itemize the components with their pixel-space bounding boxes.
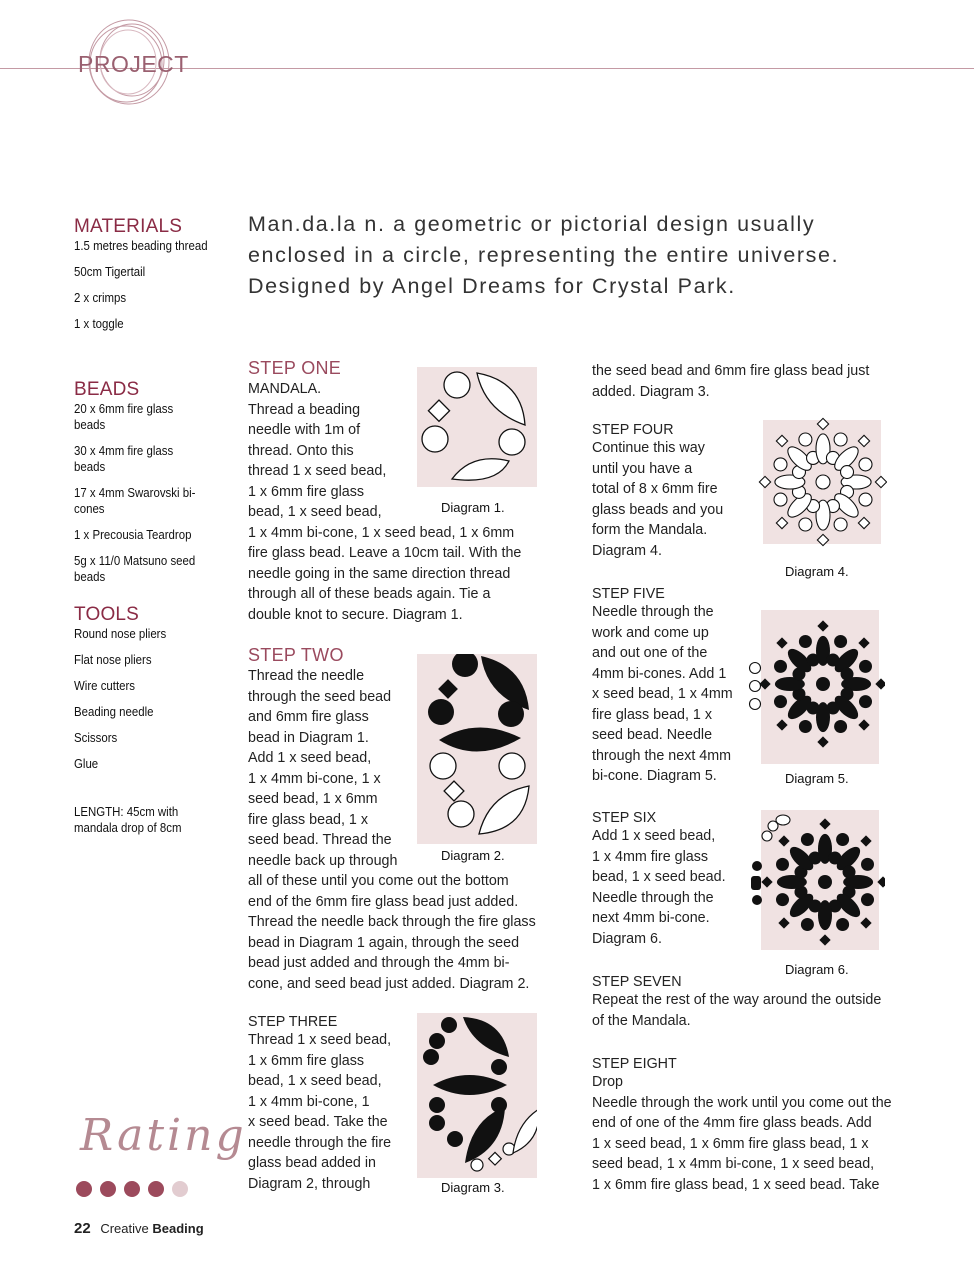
text-line: needle going in the same direction thread [248,565,511,582]
text-line: Needle through the work until you come out the [592,1094,892,1111]
text-line: bi-cone. Diagram 5. [592,768,717,784]
text-line: Needle through the [592,889,714,906]
magazine-prefix: Creative [100,1221,149,1236]
diagram-3-figure [417,1013,537,1178]
section-label: PROJECT [78,51,189,77]
rating-label: Rating [80,1110,247,1161]
text-line: Add 1 x seed bead, [248,750,372,766]
tools-list [74,626,234,772]
diagram-2-figure [417,654,537,844]
step-five-title: STEP FIVE [592,586,665,602]
fire-glass-bead [859,458,872,471]
fire-glass-bead [861,893,874,906]
step-three-continued [592,361,922,402]
step-four-text [592,438,762,561]
center-bead [818,875,832,889]
fire-glass-bead [776,858,789,871]
fire-glass-bead [834,720,847,733]
fire-glass-bead [836,918,849,931]
seed-bead [843,866,856,879]
diagram-1-caption: Diagram 1. [441,500,505,515]
list-item: 1.5 metres beading thread [74,238,208,253]
text-line: fire glass bead, 1 x [248,811,369,828]
diagram-4-caption: Diagram 4. [785,564,849,579]
step-six-text [592,826,762,949]
fire-glass-bead [776,893,789,906]
fire-glass-bead [836,833,849,846]
text-line: until you have a [592,460,693,477]
text-line: end of one of the 4mm fire glass beads. Add [592,1115,872,1131]
text-line: 1 x 6mm fire glass [248,1052,364,1069]
materials-heading: MATERIALS [74,216,183,237]
text-line: glass bead added in [248,1155,376,1171]
list-item: 20 x 6mm fire glass beads [74,401,174,432]
step-four-title: STEP FOUR [592,422,674,438]
text-line: end of the 6mm fire glass bead just added. [248,893,519,910]
page-number: 22 [74,1220,91,1237]
step-eight-subtitle: Drop [592,1074,623,1090]
list-item: 1 x Precousia Teardrop [74,527,192,542]
text-line: seed bead. Thread the [248,832,392,848]
text-line: through the seed bead [248,688,392,705]
list-item: Beading needle [74,704,154,719]
step-seven-text [592,990,922,1031]
text-line: of the Mandala. [592,1012,691,1029]
text-line: 4mm bi-cones. Add 1 [592,665,727,682]
list-item: 5g x 11/0 Matsuno seed beads [74,553,196,584]
text-line: through the next 4mm [592,747,732,764]
text-line: glass beads and you [592,501,724,518]
tools-section [74,604,234,782]
list-item: Flat nose pliers [74,652,152,667]
text-line: Repeat the rest of the way around the outside [592,992,882,1008]
text-line: next 4mm bi-cone. [592,910,710,926]
text-line: bead, 1 x seed bead, [248,504,382,520]
diagram-6-figure [745,806,885,956]
list-item: 50cm Tigertail [74,264,146,279]
step-five [592,586,762,787]
fire-glass-bead [799,433,812,446]
fire-glass-bead [801,918,814,931]
fire-glass-bead [834,518,847,531]
diagram-2-caption: Diagram 2. [441,848,505,863]
fire-glass-bead [774,695,787,708]
text-line: work and come up [592,624,709,641]
step-eight-title: STEP EIGHT [592,1056,677,1072]
step-seven [592,974,922,1031]
footer [74,1220,204,1237]
text-line: needle back up through [248,852,398,869]
text-line: bead, 1 x seed bead. [592,869,726,885]
fire-glass-bead [834,433,847,446]
diagram-6-caption: Diagram 6. [785,962,849,977]
text-line: bead in Diagram 1. [248,729,369,746]
rating-dots [74,1178,204,1200]
materials-list [74,238,244,332]
text-line: thread 1 x seed bead, [248,463,387,479]
fire-glass-bead [861,858,874,871]
diagram-5-caption: Diagram 5. [785,771,849,786]
list-item: 2 x crimps [74,290,127,305]
text-line: Add 1 x seed bead, [592,828,716,844]
fire-glass-bead [859,660,872,673]
intro-line: Designed by Angel Dreams for Crystal Park. [248,274,736,298]
length-line: LENGTH: 45cm with [74,804,179,819]
beads-heading: BEADS [74,379,140,400]
text-line: needle with 1m of [248,422,361,438]
text-line: seed bead. Needle [592,727,713,743]
beads-section [74,379,224,595]
diagram-1-figure [417,367,537,487]
text-line: total of 8 x 6mm fire [592,481,718,497]
text-line: 1 x 6mm fire glass [248,483,364,500]
list-item: 30 x 4mm fire glass beads [74,443,174,474]
text-line: double knot to secure. Diagram 1. [248,606,463,623]
intro-line: Man.da.la n. a geometric or pictorial design usually [248,212,816,236]
center-bead [816,677,830,691]
text-line: bead in Diagram 1 again, through the seed [248,934,520,951]
list-item: Round nose pliers [74,626,167,641]
text-line: Continue this way [592,440,705,456]
text-line: fire glass bead, 1 x [592,706,713,723]
step-four [592,422,762,561]
fire-glass-bead [799,518,812,531]
fire-glass-bead [859,493,872,506]
step-one-title: STEP ONE [248,358,342,378]
list-item: 17 x 4mm Swarovski bi-cones [74,485,196,516]
text-line: 1 x 4mm bi-cone, 1 [248,1093,370,1110]
step-eight [592,1056,922,1195]
text-line: 1 x 4mm fire glass [592,848,708,865]
text-line: and 6mm fire glass [248,709,369,725]
text-line: Thread the needle [248,668,365,684]
list-item: Wire cutters [74,678,136,693]
fire-glass-bead [834,635,847,648]
fire-glass-bead [799,635,812,648]
text-line: the seed bead and 6mm fire glass bead just [592,363,870,379]
text-line: through all of these beads again. Tie a [248,586,491,602]
fire-glass-bead [774,458,787,471]
text-line: Needle through the [592,604,714,620]
tools-heading: TOOLS [74,604,140,625]
center-bead [816,475,830,489]
beads-list [74,401,224,585]
text-line: Diagram 4. [592,542,662,559]
seed-bead [841,668,854,681]
text-line: form the Mandala. [592,522,708,538]
text-line: 1 x seed bead, 1 x 6mm fire glass bead, 1 x [592,1135,869,1152]
text-line: Diagram 6. [592,930,662,947]
fire-glass-bead [801,833,814,846]
text-line: seed bead, 1 x 6mm [248,791,378,807]
intro-line: enclosed in a circle, representing the entire universe. [248,243,840,267]
diagram-4-figure [757,410,887,560]
magazine-name: Beading [152,1221,204,1236]
text-line: x seed bead, 1 x 4mm [592,686,733,702]
text-line: needle through the fire [248,1134,392,1151]
text-line: added. Diagram 3. [592,383,710,400]
step-three-title: STEP THREE [248,1014,338,1030]
seed-bead [841,466,854,479]
text-line: Thread 1 x seed bead, [248,1032,392,1048]
text-line: 1 x 6mm fire glass bead, 1 x seed bead. Take [592,1176,880,1193]
list-item: Scissors [74,730,118,745]
fire-glass-bead [859,695,872,708]
list-item: 1 x toggle [74,316,124,331]
diagram-3-caption: Diagram 3. [441,1180,505,1195]
step-six-title: STEP SIX [592,810,657,826]
step-seven-title: STEP SEVEN [592,974,682,990]
text-line: all of these until you come out the bottom [248,873,509,889]
sidebar [74,216,244,342]
step-five-text [592,602,762,787]
step-two-title: STEP TWO [248,645,344,665]
text-line: Diagram 2, through [248,1175,371,1192]
text-line: Thread the needle back through the fire glass [248,914,536,930]
fire-glass-bead [774,493,787,506]
step-one-subtitle: MANDALA. [248,381,322,397]
step-six [592,810,762,949]
text-line: 1 x 4mm bi-cone, 1 x seed bead, 1 x 6mm [248,524,515,541]
intro-text [248,209,948,302]
text-line: bead just added and through the 4mm bi- [248,955,510,971]
text-line: fire glass bead. Leave a 10cm tail. With the [248,545,522,561]
text-line: cone, and seed bead just added. Diagram 2. [248,975,530,992]
text-line: bead, 1 x seed bead, [248,1073,382,1089]
text-line: seed bead, 1 x 4mm bi-cone, 1 x seed bead, [592,1156,875,1172]
list-item: Glue [74,756,99,771]
text-line: thread. Onto this [248,442,354,459]
diagram-5-figure [745,608,885,768]
text-line: Thread a beading [248,401,361,418]
fire-glass-bead [799,720,812,733]
length-note [74,804,234,846]
step-eight-text [592,1093,922,1196]
text-line: 1 x 4mm bi-cone, 1 x [248,770,381,787]
text-line: and out one of the [592,645,708,661]
fire-glass-bead [774,660,787,673]
text-line: x seed bead. Take the [248,1114,388,1130]
length-line: mandala drop of 8cm [74,820,182,835]
